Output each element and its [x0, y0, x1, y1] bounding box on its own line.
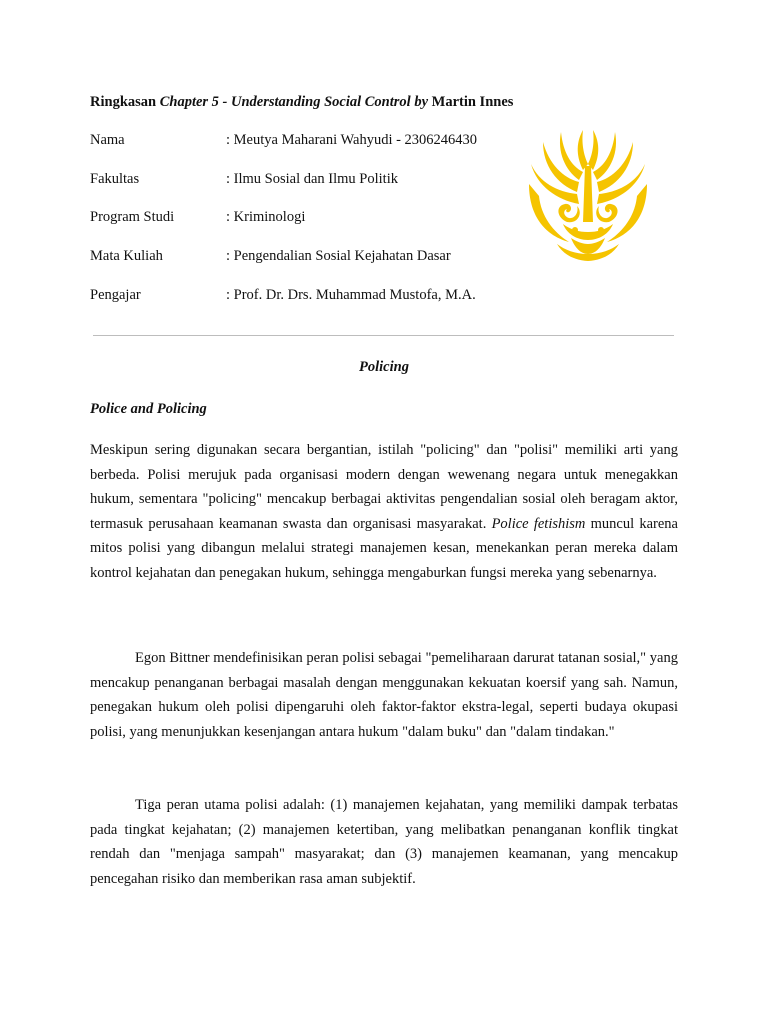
info-value: : Ilmu Sosial dan Ilmu Politik: [226, 171, 398, 187]
paragraph-2: Egon Bittner mendefinisikan peran polisi sebagai "pemeliharaan darurat tatanan sosial," yang mencakup penanganan berbagai masalah dengan menggunakan kekuatan koersif yang sah. Namun, penegakan hukum oleh polisi dipengaruhi oleh faktor-faktor ekstra-legal, seperti budaya okupasi polisi, yang menunjukkan kesenjangan antara hukum "dalam buku" dan "dalam tindakan.": [90, 650, 678, 740]
info-value: : Meutya Maharani Wahyudi - 2306246430: [226, 132, 478, 148]
info-label: Nama: [90, 132, 125, 148]
info-label: Mata Kuliah: [90, 248, 163, 264]
document-title: [90, 94, 513, 111]
info-label: Pengajar: [90, 287, 141, 303]
paragraph-3: Tiga peran utama polisi adalah: (1) manajemen kejahatan, yang memiliki dampak terbatas pada tingkat kejahatan; (2) manajemen ketertiban, yang melibatkan penanganan konflik tingkat rendah dan "menjaga sampah" masyarakat; dan (3) manajemen keamanan, yang mencakup pencegahan risiko dan memberikan rasa aman subjektif.: [90, 797, 678, 887]
info-label: Fakultas: [90, 171, 140, 187]
section-title: Policing: [359, 359, 409, 375]
info-value: : Prof. Dr. Drs. Muhammad Mustofa, M.A.: [226, 287, 476, 303]
title-prefix: Ringkasan: [90, 94, 160, 110]
makara-emblem-icon: [527, 126, 649, 262]
title-suffix: Martin Innes: [428, 94, 514, 110]
subsection-title: Police and Policing: [90, 401, 207, 417]
info-value: : Pengendalian Sosial Kejahatan Dasar: [226, 248, 451, 264]
paragraph-1-text-end: muncul karena mitos polisi yang dibangun melalui strategi manajemen kesan, menekankan peran mereka dalam kontrol kejahatan dan penegakan hukum, sehingga mengaburkan fungsi mereka yang sebenarnya.: [90, 515, 678, 581]
info-value: : Kriminologi: [226, 209, 306, 225]
paragraph-1-italic: Police fetishism: [491, 515, 586, 532]
paragraph-1: [90, 438, 678, 586]
title-italic: Chapter 5 - Understanding Social Control by: [159, 94, 429, 110]
info-label: Program Studi: [90, 209, 175, 225]
divider: [93, 335, 674, 336]
paragraph-1-text: Meskipun sering digunakan secara bergantian, istilah "policing" dan "polisi" memiliki arti yang berbeda. Polisi merujuk pada organisasi modern dengan wewenang negara untuk menegakkan hukum, sementara "policing" mencakup berbagai aktivitas pengendalian sosial oleh beragam aktor, termasuk perusahaan keamanan swasta dan organisasi masyarakat.: [90, 442, 678, 532]
